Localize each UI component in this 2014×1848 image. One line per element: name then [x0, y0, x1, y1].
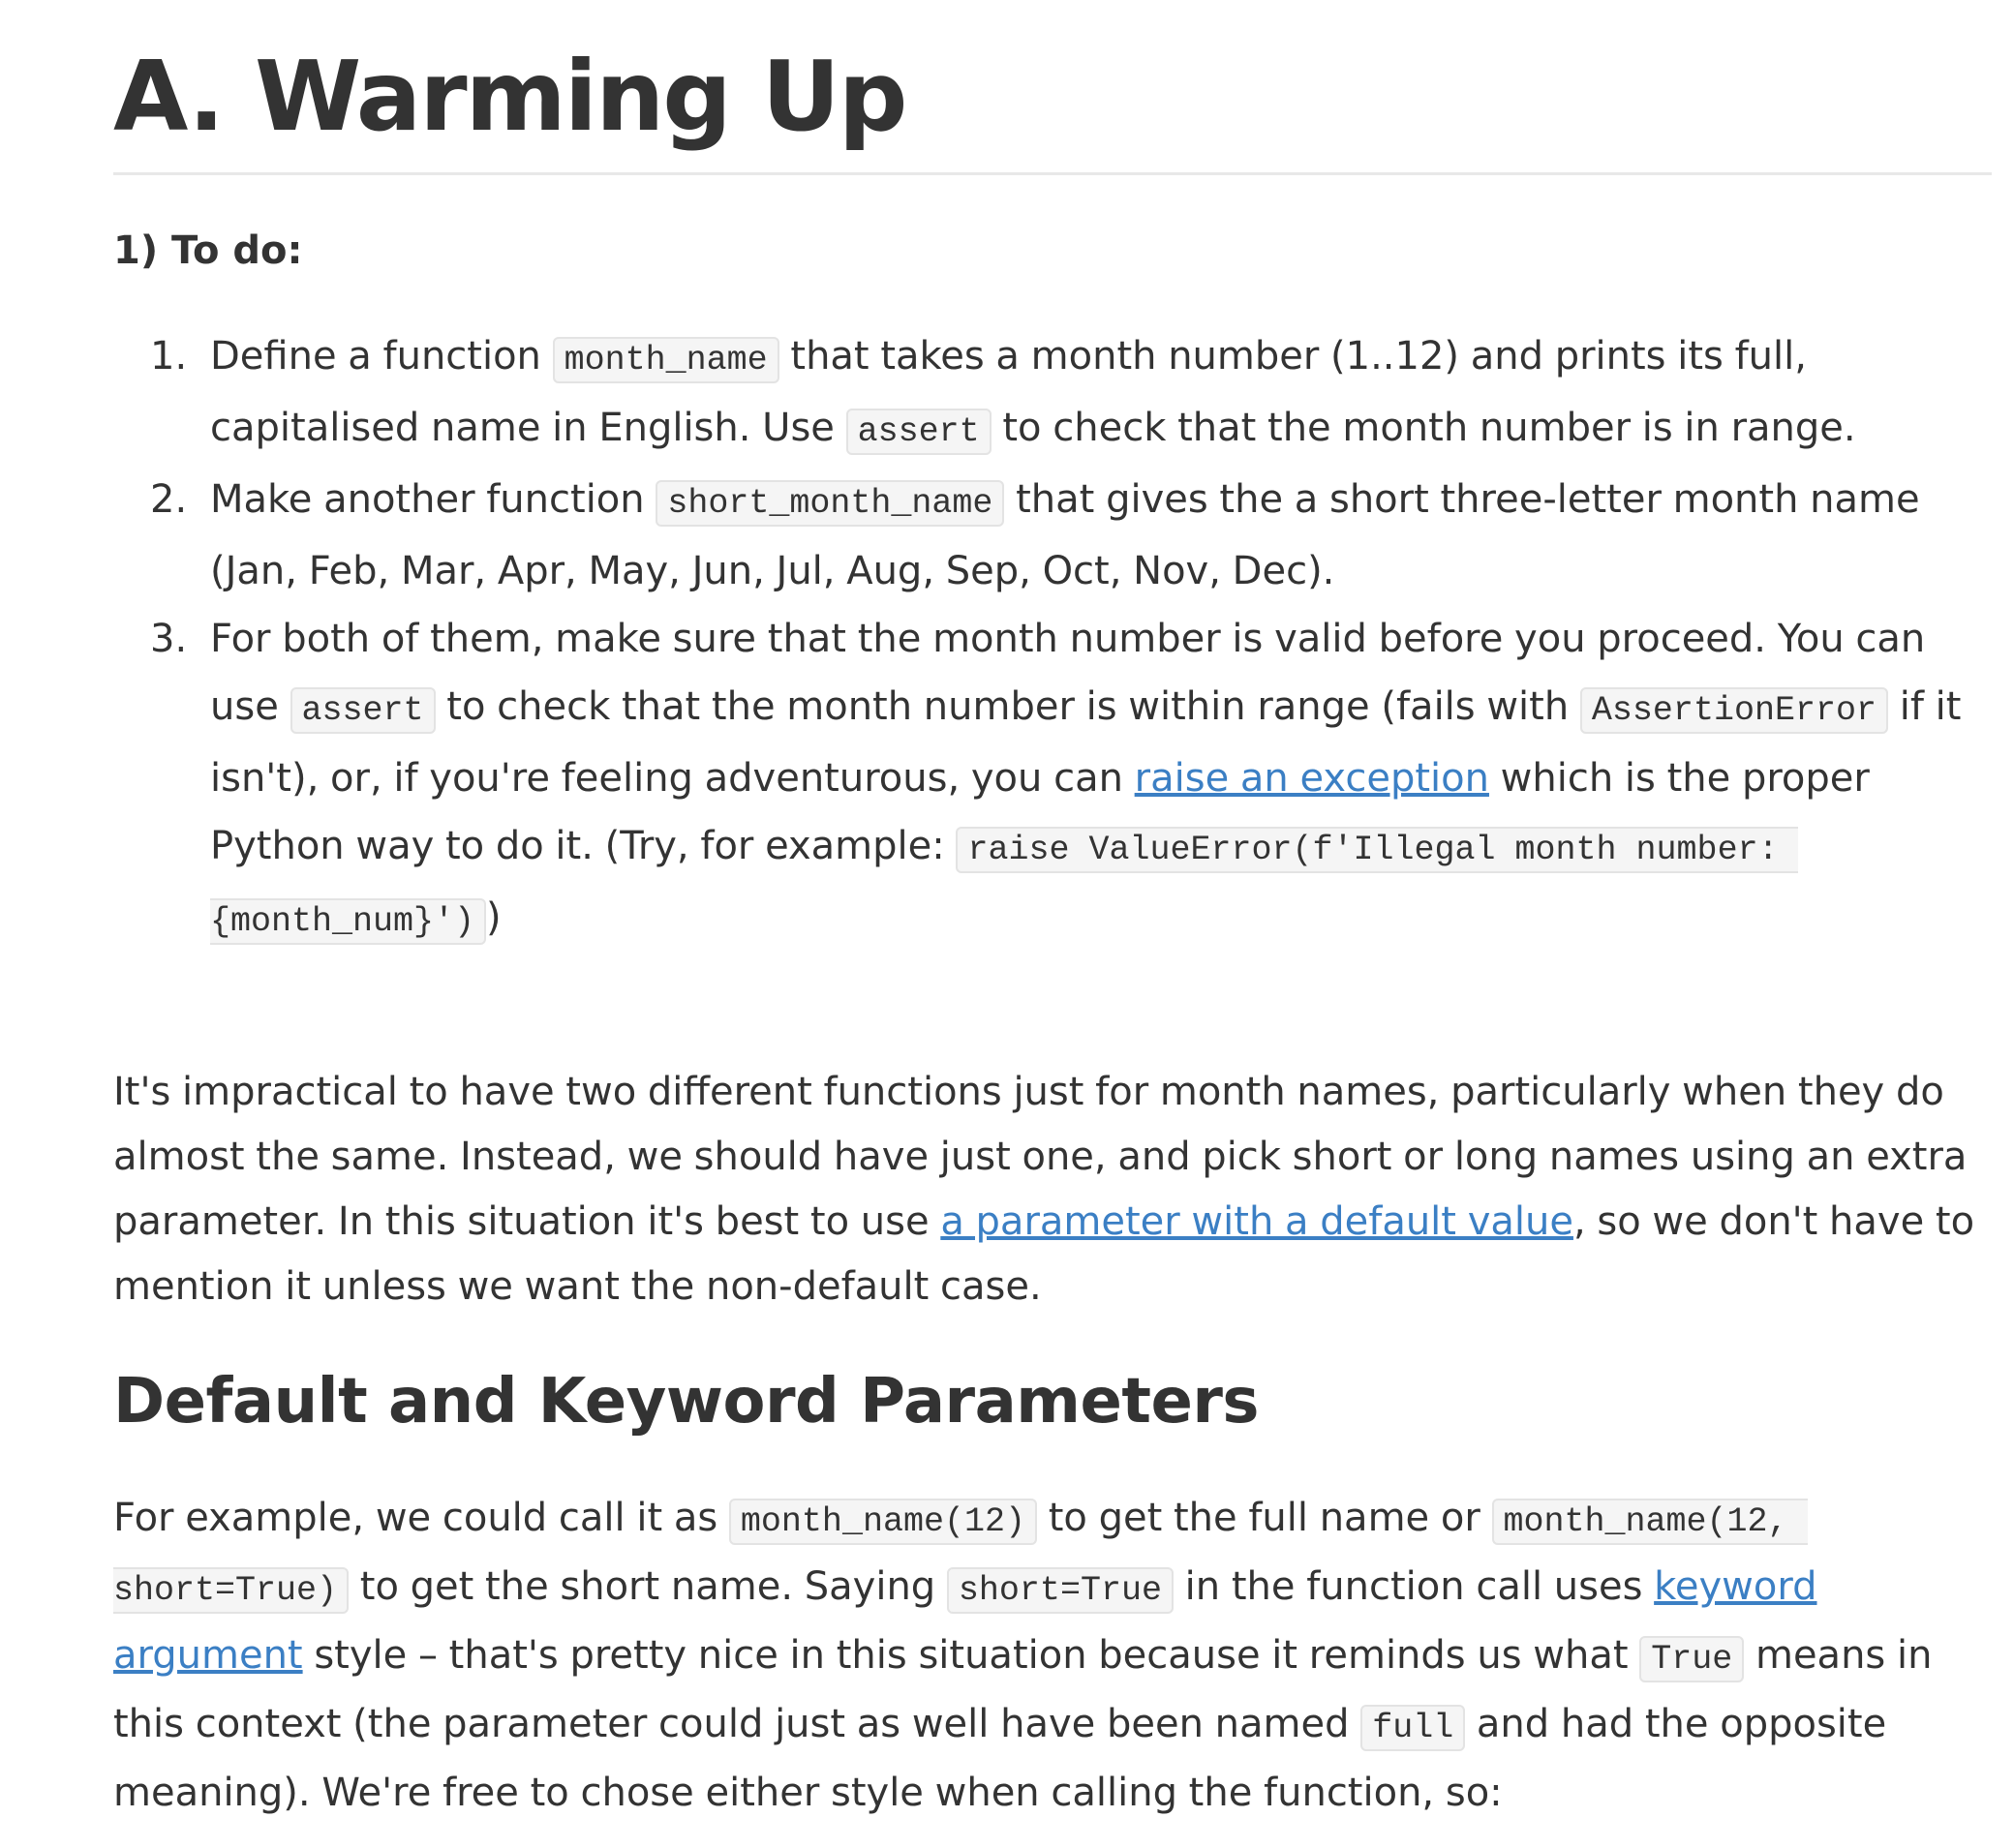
- list-number: 3.: [150, 617, 188, 661]
- text-run: and had the opposite meaning). We're free to chose either style when calling the function, so:: [113, 1702, 1887, 1815]
- inline-code: AssertionError: [1580, 687, 1888, 734]
- todo-item-1: [113, 322, 1992, 466]
- todo-item-3: [113, 605, 1992, 955]
- list-number: 2.: [150, 477, 188, 522]
- todo-list: [113, 322, 1992, 955]
- text-run: means in this context (the parameter could just as well have been named: [113, 1633, 1933, 1746]
- text-run: to get the short name. Saying: [349, 1564, 947, 1609]
- heading-divider: [113, 172, 1992, 175]
- text-run: For example, we could call it as: [113, 1496, 729, 1540]
- text-run: For both of them, make sure that the month number is valid before you proceed. You can use: [210, 617, 1926, 729]
- inline-code: full: [1360, 1705, 1465, 1751]
- intro-paragraph: [113, 1060, 1992, 1319]
- inline-code: assert: [290, 687, 436, 734]
- keyword-argument-link[interactable]: keyword argument: [113, 1564, 1817, 1678]
- list-number: 1.: [150, 334, 188, 379]
- text-run: if it isn't), or, if you're feeling adventurous, you can: [210, 684, 1962, 801]
- text-run: style – that's pretty nice in this situation because it reminds us what: [302, 1633, 1640, 1678]
- page-title: A. Warming Up: [113, 40, 906, 153]
- inline-code: month_name(12): [729, 1499, 1037, 1545]
- text-run: Define a function: [210, 334, 553, 379]
- inline-code: assert: [846, 409, 992, 455]
- inline-code: short=True: [947, 1567, 1174, 1614]
- default-value-link[interactable]: a parameter with a default value: [940, 1199, 1573, 1244]
- text-run: in the function call uses: [1173, 1564, 1655, 1609]
- text-run: to get the full name or: [1036, 1496, 1492, 1540]
- todo-heading: 1) To do:: [113, 228, 303, 273]
- text-run: to check that the month number is within range (fails with: [435, 684, 1580, 729]
- text-run: Make another function: [210, 477, 656, 522]
- text-run: that takes a month number (1..12) and prints its full, capitalised name in English. Use: [210, 334, 1807, 450]
- text-run: , so we don't have to mention it unless we want the non-default case.: [113, 1199, 1975, 1309]
- todo-item-2: [113, 466, 1992, 605]
- text-run: to check that the month number is in range.: [991, 406, 1856, 450]
- inline-code: short_month_name: [656, 480, 1004, 527]
- inline-code: raise ValueError(f'Illegal month number: {month_num}'): [210, 827, 1798, 945]
- inline-code: month_name(12, short=True): [113, 1499, 1808, 1614]
- inline-code: True: [1639, 1636, 1744, 1682]
- inline-code: month_name: [553, 337, 779, 383]
- text-run: ): [486, 895, 502, 940]
- text-run: which is the proper Python way to do it. (Try, for example:: [210, 756, 1870, 868]
- text-run: that gives the a short three-letter month name (Jan, Feb, Mar, Apr, May, Jun, Jul, Aug, Sep, Oct, Nov, Dec).: [210, 477, 1920, 593]
- example-paragraph: [113, 1486, 1992, 1826]
- section-heading: Default and Keyword Parameters: [113, 1366, 1259, 1438]
- text-run: It's impractical to have two different functions just for month names, particularly when they do almost the same. Instead, we should have just one, and pick short or long names using an extra parameter. In this situation it's best to use: [113, 1070, 1968, 1244]
- raise-exception-link[interactable]: raise an exception: [1134, 756, 1489, 801]
